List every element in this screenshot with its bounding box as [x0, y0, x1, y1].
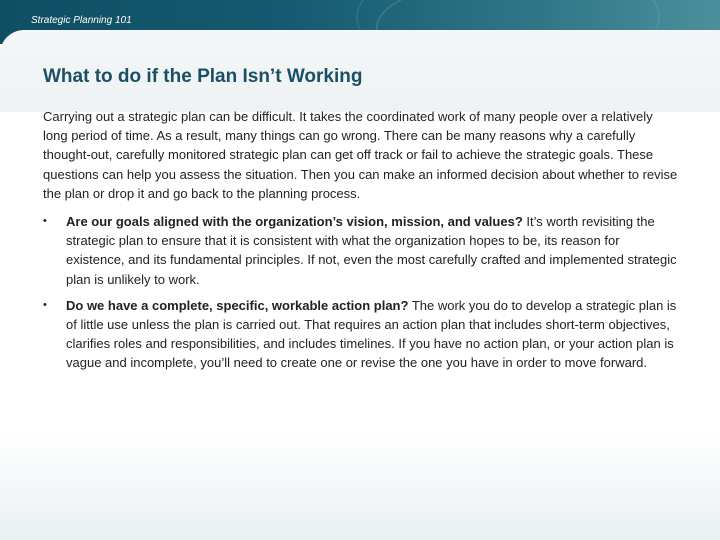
bullet-question: Are our goals aligned with the organization’s vision, mission, and values? [66, 214, 523, 230]
bullet-text: It’s worth revisiting the strategic plan to ensure that it is consistent with what the organization hopes to be, its reason for existence, and its fundamental principles. If not, even the most carefully crafted and implemented strategic plan is unlikely to work. [66, 214, 677, 287]
list-item [43, 212, 679, 289]
header-label: Strategic Planning 101 [31, 15, 132, 26]
intro-paragraph: Carrying out a strategic plan can be difficult. It takes the coordinated work of many people over a relatively long period of time. As a result, many things can go wrong. There can be many reasons why a carefully thought-out, carefully monitored strategic plan can get off track or fail to achieve the strategic goals. These questions can help you assess the situation. Then you can make an informed decision about whether to revise the plan or drop it and go back to the planning process. [43, 109, 678, 201]
bullet-question: Do we have a complete, specific, workable action plan? [66, 297, 409, 313]
bullet-icon: • [43, 298, 47, 311]
bullet-text: The work you do to develop a strategic plan is of little use unless the plan is carried out. That requires an action plan that includes short-term objectives, clarifies roles and responsibilities, and includes timelines. If you have no action plan, or your action plan is vague and incomplete, you’ll need to create one or revise the one you have in order to move forward. [66, 297, 677, 371]
list-item [43, 296, 679, 373]
body-content [43, 107, 679, 380]
bullet-list [43, 212, 679, 373]
background-glow [0, 430, 720, 540]
page-title: What to do if the Plan Isn’t Working [43, 66, 363, 87]
bullet-icon: • [43, 215, 47, 228]
